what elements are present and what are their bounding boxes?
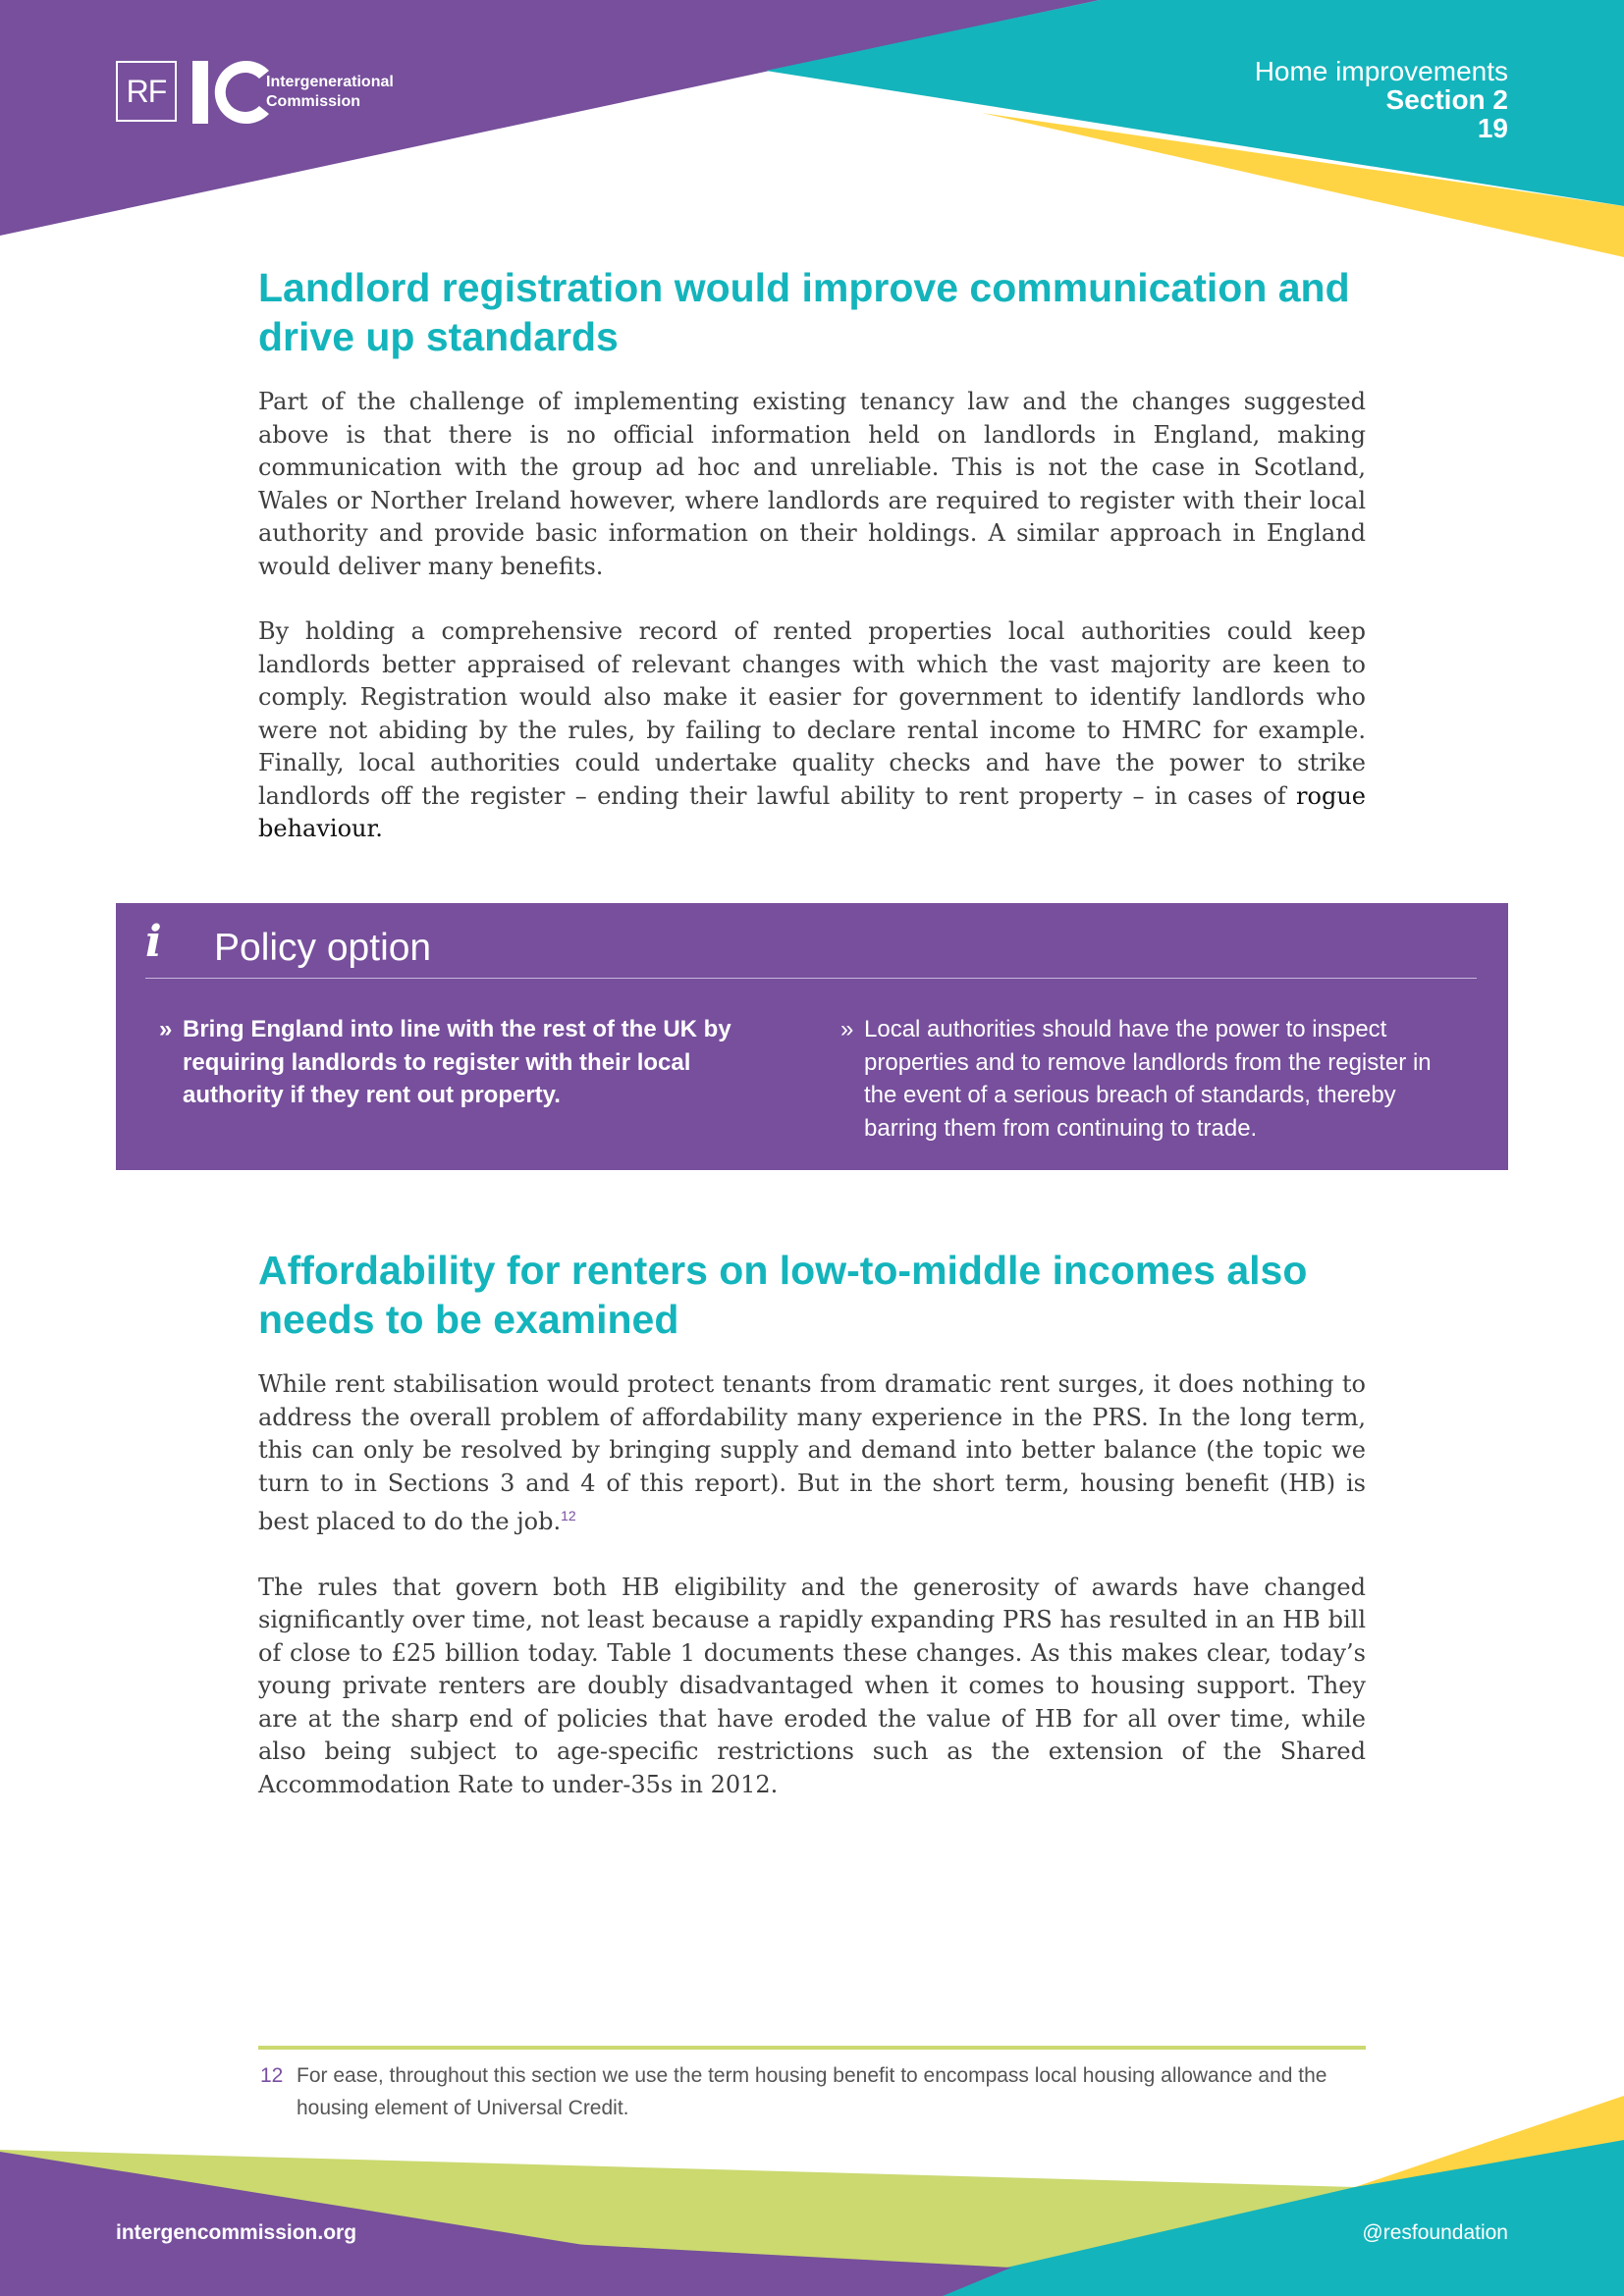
section2-paragraph2: The rules that govern both HB eligibility and the generosity of awards have changed significantly over time, not least because a rapidly expanding PRS has resulted in an HB bill of close to £25 billion today. Table 1 documents these changes. As this makes clear, today’s young private renters are doubly disadvantaged when it comes to housing support. They are at the sharp end of policies that have eroded the value of HB for all over time, while also being subject to age-specific restrictions such as the extension of the Shared Accommodation Rate to under-35s in 2012. — [258, 1573, 1366, 1798]
footnote — [258, 2059, 1366, 2124]
info-icon: i — [145, 917, 162, 967]
ic-logo-text — [266, 73, 394, 112]
rf-logo: RF — [116, 61, 177, 122]
section2-paragraph1-text: While rent stabilisation would protect tenants from dramatic rent surges, it does nothing to address the overall problem of affordability many experience in the PRS. In the long term, this can only be resolved by bringing supply and demand into better balance (the topic we turn to in Sections 3 and 4 of this report). But in the short term, housing benefit (HB) is best placed to do the job. — [258, 1370, 1366, 1535]
section2 — [258, 1246, 1366, 1801]
section1-paragraph1: Part of the challenge of implementing existing tenancy law and the changes suggested above is that there is no official information held on landlords in England, making communication with the group ad hoc and unreliable. This is not the case in Scotland, Wales or Norther Ireland however, where landlords are required to register with their local authority and provide basic information on their holdings. A similar approach in England would deliver many benefits. — [258, 388, 1366, 580]
policy-option-box — [116, 903, 1508, 1170]
section-label: Section 2 — [1385, 84, 1508, 115]
paragraph2-text: By holding a comprehensive record of rented properties local authorities could keep landlords better appraised of relevant changes with which the vast majority are keen to comply. Registration would also make it easier for government to identify landlords who were not abiding by the rules, by failing to declare rental income to HMRC for example. Finally, local authorities could undertake quality checks and have the power to strike landlords off the register – ending their lawful ability to rent property – in cases of — [258, 617, 1366, 810]
section1 — [258, 263, 1366, 846]
footer-social-handle[interactable]: @resfoundation — [1362, 2221, 1508, 2244]
section2-heading: Affordability for renters on low-to-middle incomes also needs to be examined — [258, 1248, 1308, 1342]
logo-text-line1: Intergenerational — [266, 74, 394, 90]
policy-item-left-text: Bring England into line with the rest of the UK by requiring landlords to register with their local authority if they rent out property. — [183, 1016, 731, 1108]
section1-heading: Landlord registration would improve communication and drive up standards — [258, 265, 1350, 359]
policy-divider — [145, 978, 1477, 979]
footnote-divider — [258, 2046, 1366, 2050]
policy-title: Policy option — [214, 927, 432, 969]
footnote-text: For ease, throughout this section we use the term housing benefit to encompass local housing allowance and the housing element of Universal Credit. — [297, 2064, 1327, 2119]
bullet-icon: » — [159, 1016, 173, 1042]
section2-paragraph1 — [258, 1368, 1366, 1539]
logo-text-line2: Commission — [266, 93, 361, 110]
policy-item-right — [840, 1013, 1469, 1145]
chapter-title: Home improvements — [1254, 56, 1508, 86]
bullet-icon: » — [840, 1016, 854, 1042]
policy-item-left — [159, 1013, 787, 1112]
footer-website-link[interactable]: intergencommission.org — [116, 2221, 357, 2244]
page-header-meta — [1255, 57, 1508, 142]
policy-item-right-text: Local authorities should have the power to inspect properties and to remove landlords from the register in the event of a serious breach of standards, thereby barring them from continuing to trade. — [864, 1016, 1432, 1142]
section1-paragraph2 — [258, 615, 1366, 846]
footnote-reference[interactable]: 12 — [561, 1508, 576, 1523]
page-number: 19 — [1477, 113, 1508, 143]
paragraph2-emphasis: rogue behaviour. — [258, 781, 1366, 842]
footnote-number: 12 — [260, 2064, 284, 2087]
